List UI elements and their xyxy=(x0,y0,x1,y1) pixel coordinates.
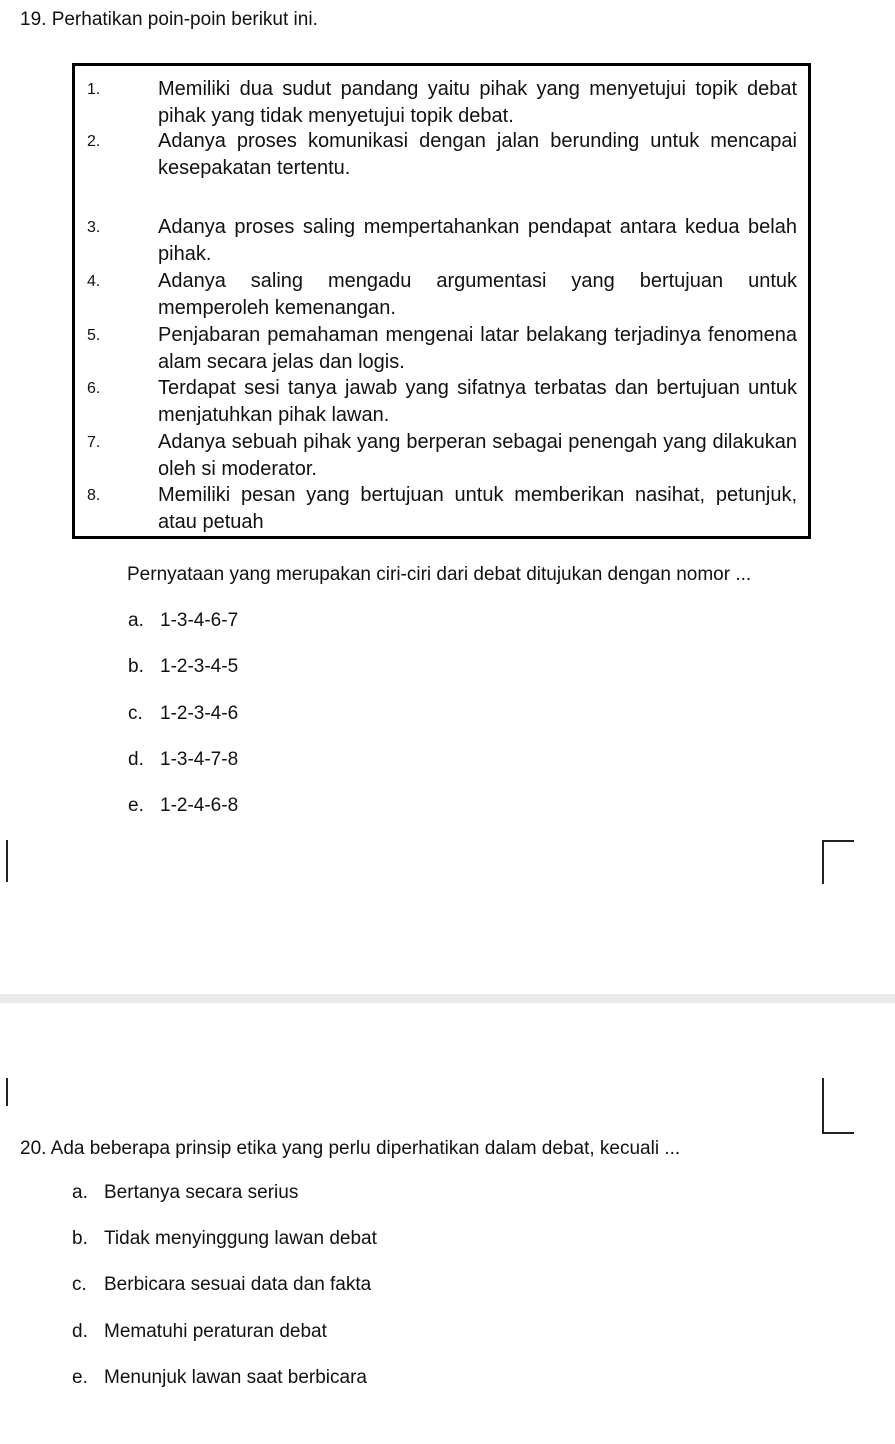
point-7 xyxy=(87,429,797,483)
point-1 xyxy=(87,76,797,130)
option-19-c[interactable] xyxy=(128,702,238,726)
point-number: 4. xyxy=(87,273,101,290)
option-letter: a. xyxy=(128,610,144,631)
option-letter: c. xyxy=(128,703,143,724)
page-gap xyxy=(0,994,895,1003)
point-5 xyxy=(87,322,797,376)
point-text: Adanya proses saling mempertahankan pendapat antara kedua belah pihak. xyxy=(158,216,797,265)
option-letter: e. xyxy=(72,1367,88,1388)
point-text: Memiliki pesan yang bertujuan untuk memberikan nasihat, petunjuk, atau petuah xyxy=(158,484,797,533)
point-text: Memiliki dua sudut pandang yaitu pihak yang menyetujui topik debat pihak yang tidak menyetujui topik debat. xyxy=(158,78,797,127)
option-19-b[interactable] xyxy=(128,655,238,679)
point-number: 3. xyxy=(87,219,101,236)
point-number: 7. xyxy=(87,434,101,451)
option-text: 1-2-3-4-5 xyxy=(160,656,239,677)
question-19-title: 19. Perhatikan poin-poin berikut ini. xyxy=(20,9,318,30)
point-number: 2. xyxy=(87,133,101,150)
option-19-d[interactable] xyxy=(128,748,238,772)
option-text: Mematuhi peraturan debat xyxy=(104,1321,327,1342)
point-number: 5. xyxy=(87,327,101,344)
option-text: 1-2-3-4-6 xyxy=(160,703,239,724)
point-number: 8. xyxy=(87,487,101,504)
option-text: 1-3-4-7-8 xyxy=(160,749,239,770)
point-8 xyxy=(87,482,797,536)
question-19-statement: Pernyataan yang merupakan ciri-ciri dari debat ditujukan dengan nomor ... xyxy=(127,564,752,585)
point-number: 1. xyxy=(87,81,101,98)
option-text: 1-2-4-6-8 xyxy=(160,795,239,816)
point-number: 6. xyxy=(87,380,101,397)
point-text: Adanya proses komunikasi dengan jalan berunding untuk mencapai kesepakatan tertentu. xyxy=(158,130,797,179)
point-text: Terdapat sesi tanya jawab yang sifatnya terbatas dan bertujuan untuk menjatuhkan pihak lawan. xyxy=(158,377,797,426)
question-20-title: 20. Ada beberapa prinsip etika yang perlu diperhatikan dalam debat, kecuali ... xyxy=(20,1138,681,1159)
crop-marker-top-right xyxy=(822,840,854,884)
point-text: Adanya sebuah pihak yang berperan sebagai penengah yang dilakukan oleh si moderator. xyxy=(158,431,797,480)
point-6 xyxy=(87,375,797,429)
option-letter: b. xyxy=(72,1228,88,1249)
option-text: 1-3-4-6-7 xyxy=(160,610,239,631)
option-text: Menunjuk lawan saat berbicara xyxy=(104,1367,367,1388)
option-text: Bertanya secara serius xyxy=(104,1182,299,1203)
option-20-e[interactable] xyxy=(72,1366,367,1390)
point-4 xyxy=(87,268,797,322)
option-text: Berbicara sesuai data dan fakta xyxy=(104,1274,372,1295)
option-letter: d. xyxy=(72,1321,88,1342)
option-text: Tidak menyinggung lawan debat xyxy=(104,1228,377,1249)
option-20-d[interactable] xyxy=(72,1320,327,1344)
point-3 xyxy=(87,214,797,268)
option-letter: a. xyxy=(72,1182,88,1203)
option-letter: d. xyxy=(128,749,144,770)
option-19-e[interactable] xyxy=(128,794,238,818)
points-box xyxy=(72,63,811,539)
option-20-c[interactable] xyxy=(72,1273,371,1297)
crop-marker-top-left xyxy=(0,840,8,882)
point-text: Penjabaran pemahaman mengenai latar belakang terjadinya fenomena alam secara jelas dan logis. xyxy=(158,324,797,373)
crop-marker-bottom-left xyxy=(0,1078,8,1106)
option-19-a[interactable] xyxy=(128,609,238,633)
option-20-b[interactable] xyxy=(72,1227,377,1251)
option-letter: e. xyxy=(128,795,144,816)
option-letter: b. xyxy=(128,656,144,677)
point-2 xyxy=(87,128,797,182)
option-20-a[interactable] xyxy=(72,1181,298,1205)
option-letter: c. xyxy=(72,1274,87,1295)
crop-marker-bottom-right xyxy=(822,1078,854,1134)
point-text: Adanya saling mengadu argumentasi yang bertujuan untuk memperoleh kemenangan. xyxy=(158,270,797,319)
